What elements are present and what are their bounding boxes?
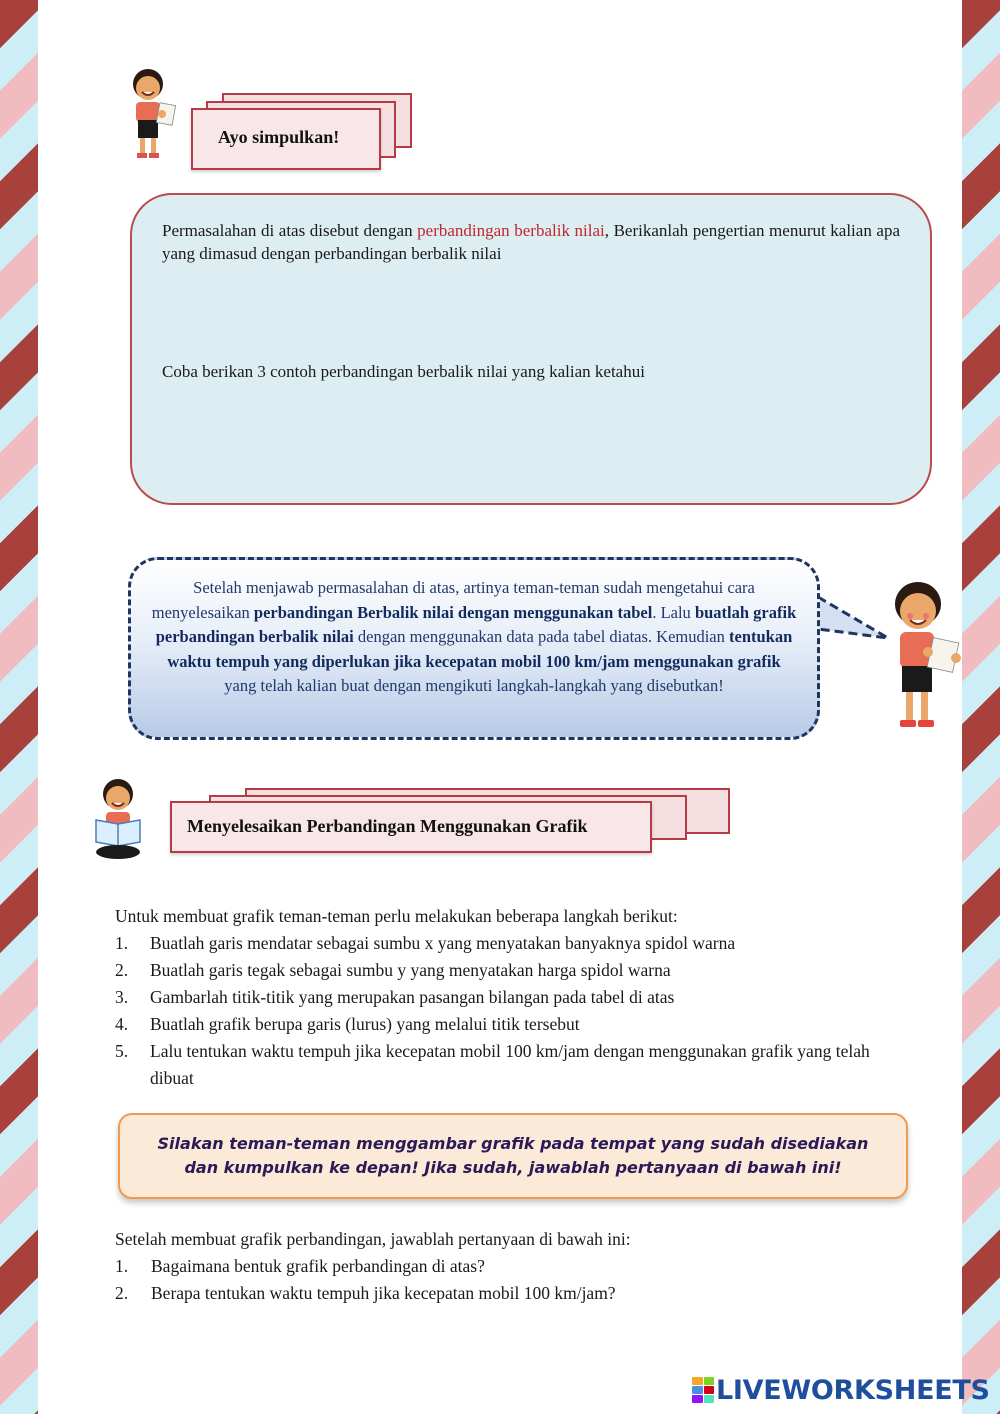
kid-writing-illustration [884,578,964,734]
list-text: Buatlah grafik berupa garis (lurus) yang melalui titik tersebut [150,1014,580,1034]
list-number: 3. [115,987,129,1007]
list-number: 2. [115,960,129,980]
list-item [115,1011,895,1038]
bubble-bold-text: perbandingan Berbalik nilai dengan menggunakan tabel [253,602,653,622]
right-stripe-border [962,0,1000,1414]
bubble-text: . Lalu [652,602,695,622]
list-number: 1. [115,933,129,953]
list-number: 1. [115,1256,129,1276]
highlight-term: perbandingan berbalik nilai [417,221,605,240]
list-text: Lalu tentukan waktu tempuh jika kecepatan mobil 100 km/jam dengan menggunakan grafik yang telah dibuat [150,1041,870,1088]
list-text: Gambarlah titik-titik yang merupakan pasangan bilangan pada tabel di atas [150,987,675,1007]
bubble-tail [814,595,894,645]
bubble-text: Setelah menjawab permasalahan di atas, artinya teman-teman sudah mengetahui cara menyelesaikan [151,578,755,622]
list-number: 4. [115,1014,129,1034]
notice-box [118,1113,908,1199]
bubble-bold-text: buatlah grafik perbandingan berbalik nilai [155,602,797,646]
list-number: 2. [115,1283,129,1303]
list-item [115,1253,895,1280]
list-item [115,930,895,957]
question-text: Permasalahan di atas disebut dengan [162,221,418,240]
bubble-text: dengan menggunakan data pada tabel diatas. Kemudian [353,627,730,646]
list-text: Bagaimana bentuk grafik perbandingan di atas? [151,1256,485,1276]
questions-list [115,1226,895,1307]
question-box [130,193,932,505]
list-text: Berapa tentukan waktu tempuh jika kecepatan mobil 100 km/jam? [151,1283,616,1303]
brand-text: LIVEWORKSHEETS [716,1374,990,1406]
list-text: Buatlah garis tegak sebagai sumbu y yang menyatakan harga spidol warna [150,960,671,980]
question-definition [162,219,900,265]
steps-intro: Untuk membuat grafik teman-teman perlu melakukan beberapa langkah berikut: [115,906,678,926]
liveworksheets-logo-icon [692,1377,714,1403]
list-item [115,984,895,1011]
steps-list [115,903,895,1092]
list-item [115,1280,895,1307]
list-text: Buatlah garis mendatar sebagai sumbu x yang menyatakan banyaknya spidol warna [150,933,736,953]
list-item [115,957,895,984]
section-title-ayo-simpulkan: Ayo simpulkan! [218,127,340,147]
notice-text: Silakan teman-teman menggambar grafik pada tempat yang sudah disediakan dan kumpulkan ke depan! Jika sudah, jawablah pertanyaan di bawah ini! [157,1134,869,1177]
bubble-text: yang telah kalian buat dengan mengikuti langkah-langkah yang disebutkan! [224,676,724,695]
questions-intro: Setelah membuat grafik perbandingan, jawablah pertanyaan di bawah ini: [115,1229,631,1249]
question-text: , Berikanlah pengertian menurut kalian apa yang dimasud dengan perbandingan berbalik nilai [162,221,900,263]
kid-holding-paper-illustration [124,64,180,164]
instruction-speech-bubble [128,557,820,740]
bubble-bold-text: tentukan waktu tempuh yang diperlukan jika kecepatan mobil 100 km/jam menggunakan grafik [167,627,793,671]
list-number: 5. [115,1041,129,1061]
left-stripe-border [0,0,38,1414]
kid-reading-book-illustration [92,776,148,862]
list-item [115,1038,895,1092]
liveworksheets-brand[interactable] [692,1373,990,1407]
section-title-grafik: Menyelesaikan Perbandingan Menggunakan Grafik [187,816,588,836]
question-examples: Coba berikan 3 contoh perbandingan berbalik nilai yang kalian ketahui [162,362,645,381]
